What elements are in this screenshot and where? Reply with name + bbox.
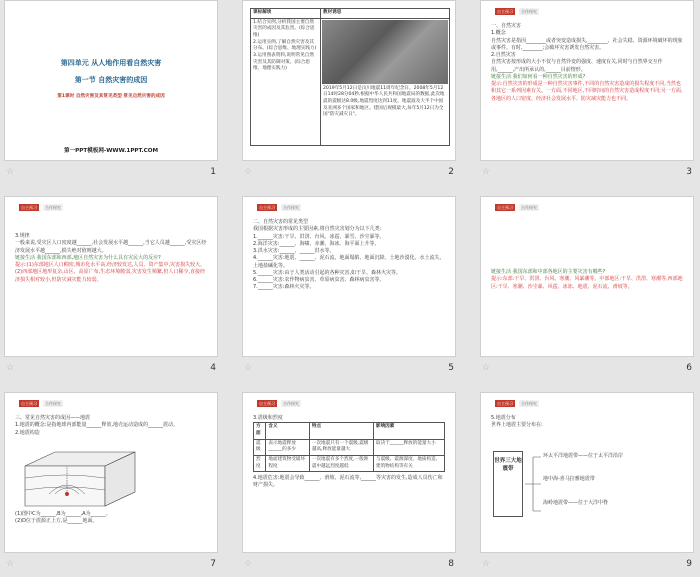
slide-cell[interactable] xyxy=(4,196,218,380)
center-box: 世界三大地震带 xyxy=(493,451,523,517)
paragraph: 世界上地震主要分布在: xyxy=(491,422,543,429)
slide-bar xyxy=(4,556,218,574)
table-header: 方面 xyxy=(254,423,266,439)
list-item: 海岭地震带——位于大洋中脊 xyxy=(543,499,609,506)
table-row xyxy=(254,439,445,455)
star-icon[interactable]: ☆ xyxy=(482,559,491,569)
belt-list xyxy=(543,453,685,507)
slide-7-thumbnail[interactable] xyxy=(4,392,218,553)
paragraph: 一般来说,受灾区人口密度越______,社会发展水平越______,当它人员越______,受灾区经济发展水平越______,损失绝对值则越大。 xyxy=(15,240,207,254)
tag-cooperation: 合作探究 xyxy=(283,205,299,210)
slide-number: 2 xyxy=(448,167,454,177)
slide-1-thumbnail[interactable] xyxy=(4,0,218,161)
list-item: 7.______灾害:森林火灾等。 xyxy=(253,284,315,291)
slide-bar xyxy=(480,360,694,378)
slide-cell[interactable] xyxy=(242,0,456,184)
table-cell: 与震级、震源深度、地质构造、建筑物结构等有关 xyxy=(373,455,444,471)
magnitude-intensity-table xyxy=(253,422,445,472)
heading: 三、常见自然灾害的成因——地震 xyxy=(15,415,91,421)
slide-number: 1 xyxy=(210,167,216,177)
tag-cooperation: 合作探究 xyxy=(521,9,537,14)
footer-text: 第一PPT模板网-WWW.1PPT.COM xyxy=(63,148,159,154)
list-item: 4.______灾害:地震、______、泥石流、地面塌陷、地面沉降、土地沙漠化、水土流失、土地盐碱化等。 xyxy=(253,255,445,269)
tip-text: 提示:自然灾害的形成是一种自然灾害事件,不同的自然灾害造成的损失程度不同,当然也和其它一系列因素有关。一方面,不同地区,不同时间的自然灾害造成程度不同;另一方面,各地区的人口密度、经济社会发展水平、防灾减灾能力也不同。 xyxy=(491,81,683,102)
slide-3-thumbnail[interactable] xyxy=(480,0,694,161)
slide-5-thumbnail[interactable] xyxy=(242,196,456,357)
list-item: 地中海-喜马拉雅地震带 xyxy=(543,476,595,483)
table-header: 含义 xyxy=(266,423,310,439)
star-icon[interactable]: ☆ xyxy=(244,363,253,373)
subheading: 2.地震构造 xyxy=(15,429,40,436)
slide-cell[interactable] xyxy=(4,0,218,184)
list-item: 环太平洋地震带——位于太平洋沿岸 xyxy=(543,453,624,459)
subheading: 2.自然灾害 xyxy=(491,52,516,58)
list-item: 5.______灾害:由于人类活动引起的各种灾害,如干旱、森林火灾等。 xyxy=(253,269,402,276)
slide-6-thumbnail[interactable] xyxy=(480,196,694,357)
lesson-title: 第1课时 自然灾害及其常见类型 常见自然灾害的成因 xyxy=(57,94,165,99)
tag-self-study: 自主预习 xyxy=(259,401,275,406)
slide-cell[interactable] xyxy=(242,392,456,576)
table-cell: 地面建筑物受破坏程度 xyxy=(266,455,310,471)
brace-icon xyxy=(523,451,543,517)
table-cell: 震级 xyxy=(254,439,266,455)
table-header: 影响因素 xyxy=(373,423,444,439)
star-icon[interactable]: ☆ xyxy=(482,363,491,373)
earthquake-photo xyxy=(322,20,448,84)
earthquake-structure-diagram xyxy=(15,448,145,510)
list-item: 2.海洋灾害:______、海啸、赤潮、海冰、海平面上升等。 xyxy=(253,240,380,247)
link-question: 链接生活 我们如何看一种自然灾害的形成? xyxy=(491,73,586,80)
tip-text: 提示:(1)东部地区人口稠密,城市化水平高,经济较发达,人员、资产集中,灾害损失较大。(2)西部地区地形复杂,山区、高原广布,生态环境脆弱,灾害发生频繁,但人口稀少,直接经济损失相对较小,但防灾减灾能力较弱。 xyxy=(15,262,206,283)
slide-number: 8 xyxy=(448,559,454,569)
section-title: 第一节 自然灾害的成因 xyxy=(74,76,148,84)
slide-4-thumbnail[interactable] xyxy=(4,196,218,357)
paragraph: 自然灾害按形成的大小不仅与自然异变的强度、速度有关,同时与自然界交互作用,______,产出所承认的,______目前情形。 xyxy=(491,59,663,73)
link-question: 链接生活 我国东部和中部各地区的主要灾害有哪些? xyxy=(491,269,606,275)
tag-self-study: 自主预习 xyxy=(21,401,37,406)
paragraph: 自然灾害是指因________或者突变造成损失,________、社会失稳、资源环境破坏的现象或事件。有时,________;会破坏灾害诱发自然灾害。 xyxy=(491,37,683,51)
slide-number: 5 xyxy=(448,363,454,373)
table-cell: 烈度 xyxy=(254,455,266,471)
table-cell: 一次地震只有一个震级,震级越高,释放能量越大 xyxy=(309,439,373,455)
tag-self-study: 自主预习 xyxy=(497,401,513,406)
table-cell: 表示地震释放______的多少 xyxy=(266,439,310,455)
slide-9-thumbnail[interactable] xyxy=(480,392,694,553)
table-row xyxy=(254,455,445,471)
table-header: 课标解读 xyxy=(251,9,321,19)
tip-text: 提示:东部:干旱、洪涝、台风、寒潮、风暴潮等。中部地区:干旱、洪涝、寒潮等,西部地区:干旱、寒潮、沙尘暴、风雹、冰冻、地震、泥石流、滑坡等。 xyxy=(491,276,683,290)
slide-number: 9 xyxy=(686,559,692,569)
star-icon[interactable]: ☆ xyxy=(6,363,15,373)
tag-cooperation: 合作探究 xyxy=(521,205,537,210)
paragraph: 我国根据灾害形成的主要因素,将自然灾害划分为以下几类: xyxy=(253,226,382,233)
tag-self-study: 自主预习 xyxy=(497,205,513,210)
slide-cell[interactable] xyxy=(480,196,694,380)
list-item: 6.______灾害:农作物病虫害、草原病虫害、森林病虫害等。 xyxy=(253,277,385,283)
standards-text: 1.结合实例,分析我国主要自然灾害的成因及其危害。(综合思维) 2.运用实例,了解自然灾害及其分布。(综合思维、地理实践力) 3.运用图表资料,说明常见自然灾害及其防御对策。(综合思维、地理实践力) xyxy=(251,18,321,145)
table-cell: 一次地震有多个烈度,一般距震中越远烈度越低 xyxy=(309,455,373,471)
question-line: (1)图中C为______,B为______,A为______。 xyxy=(15,511,111,517)
tag-cooperation: 合作探究 xyxy=(521,401,537,406)
star-icon[interactable]: ☆ xyxy=(482,167,491,177)
slide-cell[interactable] xyxy=(4,392,218,576)
slide-bar xyxy=(480,556,694,574)
list-item: 3.洪水灾害:______、______洪水等。 xyxy=(253,248,335,254)
slide-2-thumbnail[interactable] xyxy=(242,0,456,161)
slide-bar xyxy=(242,360,456,378)
heading: 一、自然灾害 xyxy=(491,23,522,29)
star-icon[interactable]: ☆ xyxy=(6,167,15,177)
slide-8-thumbnail[interactable] xyxy=(242,392,456,553)
list-item: 1.______灾害:干旱、洪涝、台风、冰雹、暴雪、沙尘暴等。 xyxy=(253,233,385,240)
slide-cell[interactable] xyxy=(480,0,694,184)
standards-table xyxy=(250,8,450,146)
slide-number: 4 xyxy=(210,363,216,373)
slide-number: 3 xyxy=(686,167,692,177)
star-icon[interactable]: ☆ xyxy=(244,559,253,569)
question-line: (2)D位于震源正上方,是______地面。 xyxy=(15,518,98,525)
unit-title: 第四单元 从人地作用看自然灾害 xyxy=(60,59,162,67)
link-question: 链接生活 我国东部和西部,地区自然灾害为什么具有灾民大的反应? xyxy=(15,254,161,261)
tag-self-study: 自主预习 xyxy=(259,205,275,210)
slide-bar xyxy=(4,164,218,182)
paragraph: 4.地震危害:地震会导致______、滑坡、泥石流等,______等灾害的发生,造成人员伤亡和财产损失。 xyxy=(253,475,443,489)
star-icon[interactable]: ☆ xyxy=(6,559,15,569)
star-icon[interactable]: ☆ xyxy=(244,167,253,177)
tag-cooperation: 合作探究 xyxy=(283,401,299,406)
table-cell: 取决于______释放的能量大小 xyxy=(373,439,444,455)
slide-bar xyxy=(480,164,694,182)
table-header: 教材诱思 xyxy=(321,9,450,19)
heading: 3.震级和烈度 xyxy=(253,415,283,421)
slide-bar xyxy=(242,164,456,182)
tag-cooperation: 合作探究 xyxy=(45,205,61,210)
heading: 二、自然灾害的常见类型 xyxy=(253,219,309,225)
slide-number: 7 xyxy=(210,559,216,569)
paragraph: 1.地震的概念:是指地球内部能量______释放,地壳运动造成的______震动。 xyxy=(15,422,179,429)
tag-self-study: 自主预习 xyxy=(21,205,37,210)
slide-bar xyxy=(4,360,218,378)
table-header: 特点 xyxy=(309,423,373,439)
slide-cell[interactable] xyxy=(242,196,456,380)
slide-number: 6 xyxy=(686,363,692,373)
heading: 3.规律 xyxy=(15,233,30,239)
tag-cooperation: 合作探究 xyxy=(45,401,61,406)
subheading: 1.概念 xyxy=(491,30,506,37)
tag-self-study: 自主预习 xyxy=(497,9,513,14)
heading: 5.地震分布 xyxy=(491,415,516,421)
slide-cell[interactable] xyxy=(480,392,694,576)
photo-caption: 2019年5月12日是汶川地震11周年纪念日。2008年5月12日14时28分04秒,根据中华人民共和国地震局的数据,此次地震的震级达8.0级,地震烈度达到11度。地震波及大半个中国及亚洲多个国家和地区。建国后规模最大,每年5月12日为全国"防灾减灾日"。 xyxy=(323,85,445,118)
slide-bar xyxy=(242,556,456,574)
